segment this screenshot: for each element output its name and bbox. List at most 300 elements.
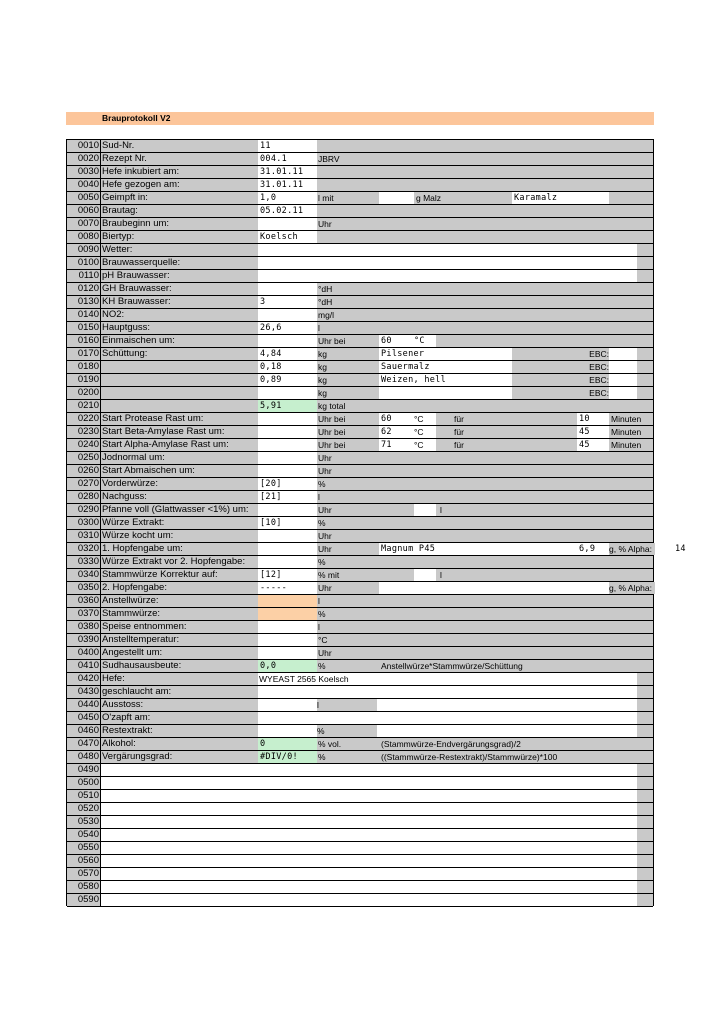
row-number: 0210 [67,400,101,412]
unit-label: Uhr [317,218,379,230]
formula-note: (Stammwürze-Endvergärungsgrad)/2 [379,738,653,750]
row-label: Stammwürze Korrektur auf: [101,569,258,581]
row-number: 0100 [67,257,101,269]
unit-label: l [317,322,379,334]
row-number: 0200 [67,387,101,399]
value-cell: ----- [258,582,317,594]
row-number: 0300 [67,517,101,529]
row-label: KH Brauwasser: [101,296,258,308]
empty-cell [101,816,637,828]
spacer [512,543,577,555]
table-row [67,179,653,192]
table-row [67,166,653,179]
table-row [67,881,653,894]
unit-label: Uhr [317,465,379,477]
row-label: Wetter: [101,244,258,256]
table-row [67,309,653,322]
ebc-label: EBC: [577,387,609,399]
table-row [67,816,653,829]
value-cell: [20] [258,478,317,490]
table-row [67,491,653,504]
right-margin [637,348,653,360]
unit-label: kg [317,348,379,360]
minutes-value: 45 [577,439,609,451]
row-number: 0400 [67,647,101,659]
malt-name: Weizen, hell [379,374,512,386]
page-title: Brauprotokoll V2 [102,113,171,123]
spacer [379,634,653,646]
spacer [512,387,577,399]
temp-value: 62 [379,426,414,438]
right-margin [637,257,653,269]
row-number: 0280 [67,491,101,503]
value-cell [258,595,317,607]
row-label: Vergärungsgrad: [101,751,258,763]
table-row [67,322,653,335]
unit-label: °dH [317,283,379,295]
unit-label: % [317,751,379,763]
empty-cell [101,803,637,815]
row-label [101,361,258,373]
row-label: Start Abmaischen um: [101,465,258,477]
value-cell: 1,0 [258,192,317,204]
value-cell: 26,6 [258,322,317,334]
row-label: Würze Extrakt: [101,517,258,529]
table-row [67,413,653,426]
empty-cell [101,777,637,789]
hop-name: Magnum P45 [379,543,512,555]
right-margin [637,244,653,256]
temp-value: 71 [379,439,414,451]
right-margin [637,686,653,698]
table-row [67,361,653,374]
right-margin [637,855,653,867]
row-number: 0590 [67,894,101,906]
value-cell: 0 [258,738,317,750]
table-row [67,803,653,816]
table-row [67,855,653,868]
row-label: Brautag: [101,205,258,217]
spacer [379,595,653,607]
right-margin [637,842,653,854]
unit-label: l [317,621,379,633]
value-cell [258,439,317,451]
value-cell: Koelsch [258,231,317,243]
spacer [379,452,653,464]
right-margin [637,712,653,724]
table-row [67,647,653,660]
value-cell: 0,0 [258,660,317,672]
row-number: 0270 [67,478,101,490]
table-row [67,374,653,387]
unit-label: kg [317,374,379,386]
table-row [67,543,686,556]
value-cell [258,283,317,295]
value-cell [258,413,317,425]
right-margin [637,764,653,776]
hop-grams: 6,9 [577,543,609,555]
spacer [379,608,653,620]
input-box [414,504,436,516]
row-label: Pfanne voll (Glattwasser <1%) um: [101,504,258,516]
unit-label: kg [317,387,379,399]
fur-label: für [436,426,512,438]
value-cell [258,465,317,477]
spacer [512,413,577,425]
row-number: 0360 [67,595,101,607]
spacer [379,322,653,334]
value-cell: 5,91 [258,400,317,412]
note-label: g Malz [414,192,512,204]
unit-label: Uhr bei [317,335,379,347]
row-label: Würze Extrakt vor 2. Hopfengabe: [101,556,258,568]
row-number: 0080 [67,231,101,243]
unit-label [317,231,379,243]
row-number: 0070 [67,218,101,230]
row-label: Nachguss: [101,491,258,503]
unit-label: % [317,608,379,620]
ebc-label: EBC: [577,374,609,386]
unit-label: l [317,699,377,711]
value-cell: 05.02.11 [258,205,317,217]
row-label: O'zapft am: [101,712,258,724]
table-row [67,205,653,218]
table-row [67,439,653,452]
row-label: Stammwürze: [101,608,258,620]
row-label: Geimpft in: [101,192,258,204]
spacer [379,530,653,542]
temp-value: 60 [379,335,414,347]
row-number: 0510 [67,790,101,802]
value-cell: 0,18 [258,361,317,373]
unit-label: Uhr bei [317,413,379,425]
spacer [512,374,577,386]
row-label: NO2: [101,309,258,321]
table-row [67,530,653,543]
table-row [67,465,653,478]
table-row [67,608,653,621]
right-margin [637,790,653,802]
right-margin [637,894,653,906]
row-label: Ausstoss: [101,699,258,711]
extra-value: Karamalz [512,192,609,204]
row-label: Einmaischen um: [101,335,258,347]
table-row [67,751,653,764]
row-number: 0480 [67,751,101,763]
ebc-label: EBC: [577,348,609,360]
spacer [379,569,414,581]
row-label: Hefe inkubiert am: [101,166,258,178]
row-number: 0180 [67,361,101,373]
value-cell: 4,84 [258,348,317,360]
table-row [67,504,653,517]
row-number: 0250 [67,452,101,464]
value-cell [258,270,637,282]
spacer [379,205,653,217]
table-row [67,192,653,205]
value-cell [258,621,317,633]
unit-label: Uhr [317,504,379,516]
row-number: 0530 [67,816,101,828]
hop-name [379,582,512,594]
row-number: 0500 [67,777,101,789]
row-number: 0540 [67,829,101,841]
value-cell: [10] [258,517,317,529]
row-number: 0020 [67,153,101,165]
row-number: 0220 [67,413,101,425]
minutes-value: 10 [577,413,609,425]
spacer [379,179,653,191]
row-label: pH Brauwasser: [101,270,258,282]
alpha-label: g, % Alpha: [609,543,655,555]
table-row [67,296,653,309]
fur-label: für [436,439,512,451]
unit-label: JBRV [317,153,379,165]
value-cell [258,543,317,555]
spacer [379,231,653,243]
value-cell: 0,89 [258,374,317,386]
protocol-table [66,139,686,906]
table-row [67,842,653,855]
unit-label: % [317,478,379,490]
table-row [67,400,653,413]
spacer [512,426,577,438]
row-number: 0520 [67,803,101,815]
value-cell: #DIV/0! [258,751,317,763]
unit-label: Uhr [317,452,379,464]
value-cell [258,387,317,399]
empty-cell [101,868,637,880]
spacer [512,348,577,360]
unit-label: % [317,517,379,529]
row-label: Brauwasserquelle: [101,257,258,269]
unit-label: % [317,725,377,737]
value-cell: [21] [258,491,317,503]
row-number: 0110 [67,270,101,282]
spacer [379,465,653,477]
row-label: Start Beta-Amylase Rast um: [101,426,258,438]
row-label: Vorderwürze: [101,478,258,490]
fur-label: für [436,413,512,425]
malt-name: Sauermalz [379,361,512,373]
temp-unit: °C [414,413,436,425]
unit-label: % mit [317,569,379,581]
row-number: 0160 [67,335,101,347]
spacer [512,439,577,451]
table-row [67,556,653,569]
unit-label [317,179,379,191]
row-number: 0190 [67,374,101,386]
right-margin [637,829,653,841]
table-row [67,621,653,634]
table-row [67,582,653,595]
table-row [67,894,653,907]
unit-label: Uhr [317,647,379,659]
row-label: geschlaucht am: [101,686,258,698]
temp-value: 60 [379,413,414,425]
table-row [67,231,653,244]
table-row [67,517,653,530]
liter-label: l [436,569,653,581]
spacer [512,582,577,594]
spacer [379,504,414,516]
temp-unit: °C [414,426,436,438]
value-cell [258,647,317,659]
right-margin [637,725,653,737]
minutes-unit: Minuten [609,426,653,438]
row-label: Schüttung: [101,348,258,360]
row-number: 0390 [67,634,101,646]
empty-cell [101,881,637,893]
value-cell [258,335,317,347]
ebc-label: EBC: [577,361,609,373]
empty-cell [101,894,637,906]
table-row [67,283,653,296]
row-label: Angestellt um: [101,647,258,659]
unit-label: % [317,660,379,672]
spacer [379,621,653,633]
row-label: 1. Hopfengabe um: [101,543,258,555]
row-number: 0050 [67,192,101,204]
value-cell [258,699,637,711]
ebc-value [609,374,637,386]
row-label: Start Protease Rast um: [101,413,258,425]
row-number: 0260 [67,465,101,477]
value-cell: 11 [258,140,317,152]
table-row [67,790,653,803]
right-margin [637,374,653,386]
value-cell [258,244,637,256]
spacer [379,478,653,490]
row-number: 0040 [67,179,101,191]
row-number: 0420 [67,673,101,685]
row-label: Hauptguss: [101,322,258,334]
table-row [67,426,653,439]
right-margin [637,803,653,815]
spacer [379,218,653,230]
row-number: 0560 [67,855,101,867]
table-row [67,699,653,712]
row-number: 0550 [67,842,101,854]
temp-unit: °C [414,439,436,451]
value-cell [258,686,637,698]
temp-unit: °C [414,335,436,347]
unit-label: % vol. [317,738,379,750]
row-number: 0290 [67,504,101,516]
spacer [512,361,577,373]
right-margin [637,777,653,789]
table-row [67,595,653,608]
row-label: Start Alpha-Amylase Rast um: [101,439,258,451]
right-margin [637,699,653,711]
row-number: 0470 [67,738,101,750]
table-row [67,673,653,686]
unit-label [317,205,379,217]
unit-label: l [317,595,379,607]
hop-grams [577,582,609,594]
value-cell [258,452,317,464]
table-row [67,712,653,725]
spacer [379,647,653,659]
empty-cell [101,764,637,776]
right-margin [637,868,653,880]
value-cell [258,556,317,568]
table-row [67,764,653,777]
input-box [414,569,436,581]
unit-label: Uhr bei [317,439,379,451]
value-cell [258,608,317,620]
unit-label: l mit [317,192,379,204]
unit-label: % [317,556,379,568]
spacer [379,400,653,412]
spacer [379,166,653,178]
unit-label [317,166,379,178]
unit-label: Uhr bei [317,426,379,438]
table-row [67,725,653,738]
row-label [101,374,258,386]
spacer [379,283,653,295]
ebc-value [609,387,637,399]
right-margin [637,881,653,893]
row-number: 0460 [67,725,101,737]
value-cell [258,725,637,737]
spacer [379,556,653,568]
unit-label: l [317,491,379,503]
spacer [379,309,653,321]
value-cell: WYEAST 2565 Koelsch [258,673,637,685]
empty-cell [101,829,637,841]
row-label: 2. Hopfengabe: [101,582,258,594]
row-label: Alkohol: [101,738,258,750]
row-number: 0430 [67,686,101,698]
row-number: 0350 [67,582,101,594]
value-cell [258,530,317,542]
empty-cell [101,842,637,854]
row-number: 0490 [67,764,101,776]
spacer [379,296,653,308]
liter-label: l [436,504,653,516]
row-label: Biertyp: [101,231,258,243]
row-number: 0440 [67,699,101,711]
row-number: 0120 [67,283,101,295]
row-label: Anstellwürze: [101,595,258,607]
unit-label [317,140,379,152]
value-cell [258,218,317,230]
minutes-value: 45 [577,426,609,438]
unit-label: kg total [317,400,379,412]
row-label: Sud-Nr. [101,140,258,152]
row-number: 0320 [67,543,101,555]
spacer [379,140,653,152]
row-number: 0570 [67,868,101,880]
row-number: 0240 [67,439,101,451]
row-number: 0330 [67,556,101,568]
spacer [379,517,653,529]
row-label: Würze kocht um: [101,530,258,542]
row-number: 0230 [67,426,101,438]
formula-note: ((Stammwürze-Restextrakt)/Stammwürze)*100 [379,751,653,763]
row-number: 0090 [67,244,101,256]
row-number: 0340 [67,569,101,581]
spacer [379,491,653,503]
value-cell: 004.1 [258,153,317,165]
spacer [609,192,653,204]
right-margin [637,816,653,828]
right-margin [637,270,653,282]
right-margin [637,387,653,399]
table-row [67,335,653,348]
right-margin [637,673,653,685]
